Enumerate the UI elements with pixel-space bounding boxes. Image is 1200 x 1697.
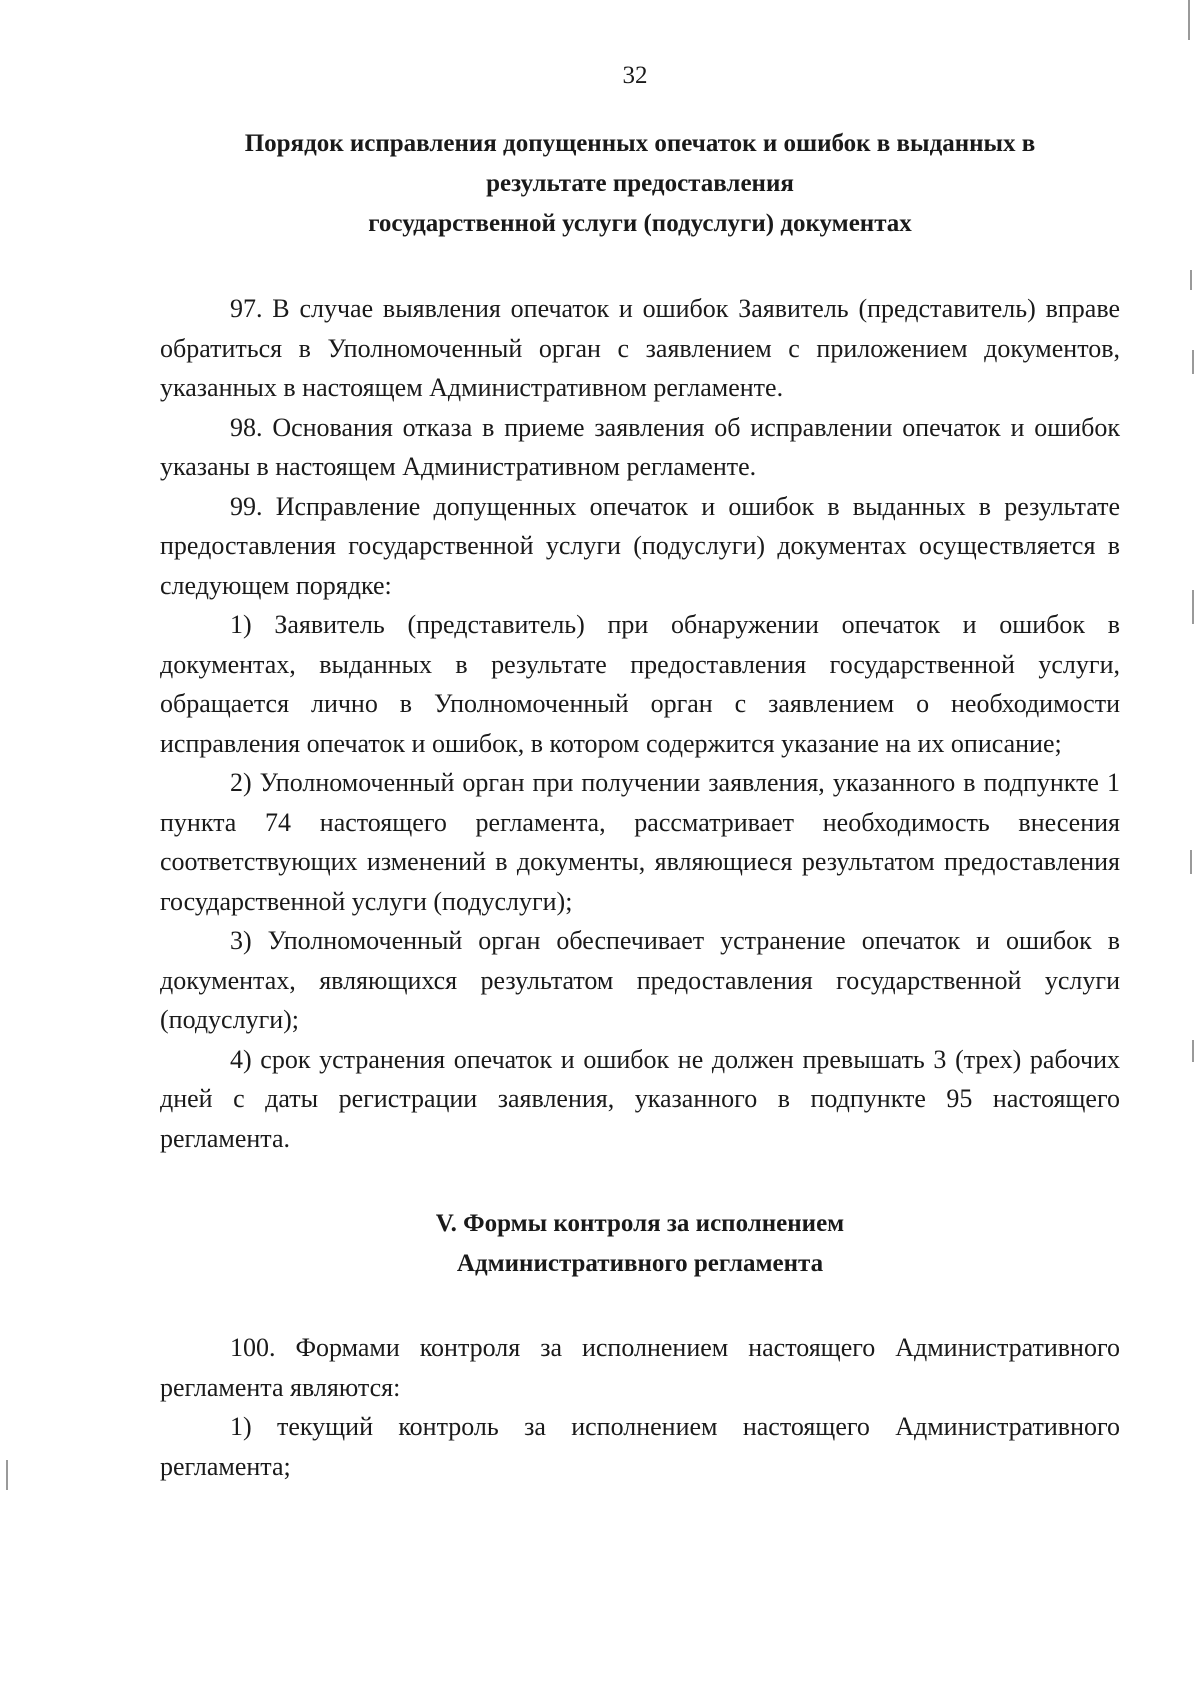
list-item-4: 4) срок устранения опечаток и ошибок не должен превышать 3 (трех) рабочих дней с даты регистрации заявления, указанного в подпункте 95 настоящего регламента.	[160, 1044, 1120, 1153]
heading-line: Административного регламента	[456, 1250, 824, 1277]
list-item-current-control: 1) текущий контроль за исполнением настоящего Административного регламента;	[160, 1412, 1120, 1481]
scan-edge-mark	[1188, 0, 1190, 40]
paragraph-98: 98. Основания отказа в приеме заявления об исправлении опечаток и ошибок указаны в настоящем Административном регламенте.	[160, 412, 1120, 481]
section-heading-control-forms	[160, 1204, 1120, 1284]
page-number: 32	[622, 62, 648, 89]
list-item-2: 2) Уполномоченный орган при получении заявления, указанного в подпункте 1 пункта 74 настоящего регламента, рассматривает необходимость внесения соответствующих изменений в документы, являющиеся результатом предоставления государственной услуги (подуслуги);	[160, 768, 1120, 916]
section-heading-corrections	[160, 124, 1120, 244]
scan-edge-mark	[1190, 270, 1192, 290]
paragraph-97: 97. В случае выявления опечаток и ошибок Заявитель (представитель) вправе обратиться в Уполномоченный орган с заявлением с приложением документов, указанных в настоящем Административном регламенте.	[160, 294, 1120, 402]
heading-line: государственной услуги (подуслуги) документах	[368, 210, 912, 237]
paragraph-99: 99. Исправление допущенных опечаток и ошибок в выданных в результате предоставления государственной услуги (подуслуги) документах осуществляется в следующем порядке:	[160, 491, 1120, 600]
heading-line: результате предоставления	[486, 170, 794, 197]
scan-edge-mark	[1192, 1040, 1194, 1062]
heading-line: Порядок исправления допущенных опечаток и ошибок в выданных в	[244, 130, 1036, 157]
paragraph-100: 100. Формами контроля за исполнением настоящего Административного регламента являются:	[160, 1333, 1120, 1402]
scan-edge-mark	[1192, 350, 1194, 374]
page-content	[160, 120, 1120, 1486]
list-item-1: 1) Заявитель (представитель) при обнаружении опечаток и ошибок в документах, выданных в результате предоставления государственной услуги, обращается лично в Уполномоченный орган с заявлением о необходимости исправления опечаток и ошибок, в котором содержится указание на их описание;	[160, 610, 1120, 758]
scan-edge-mark	[6, 1460, 8, 1490]
heading-line: V. Формы контроля за исполнением	[435, 1210, 845, 1237]
scan-edge-mark	[1190, 850, 1192, 874]
scan-edge-mark	[1192, 590, 1194, 624]
list-item-3: 3) Уполномоченный орган обеспечивает устранение опечаток и ошибок в документах, являющихся результатом предоставления государственной услуги (подуслуги);	[160, 926, 1120, 1034]
